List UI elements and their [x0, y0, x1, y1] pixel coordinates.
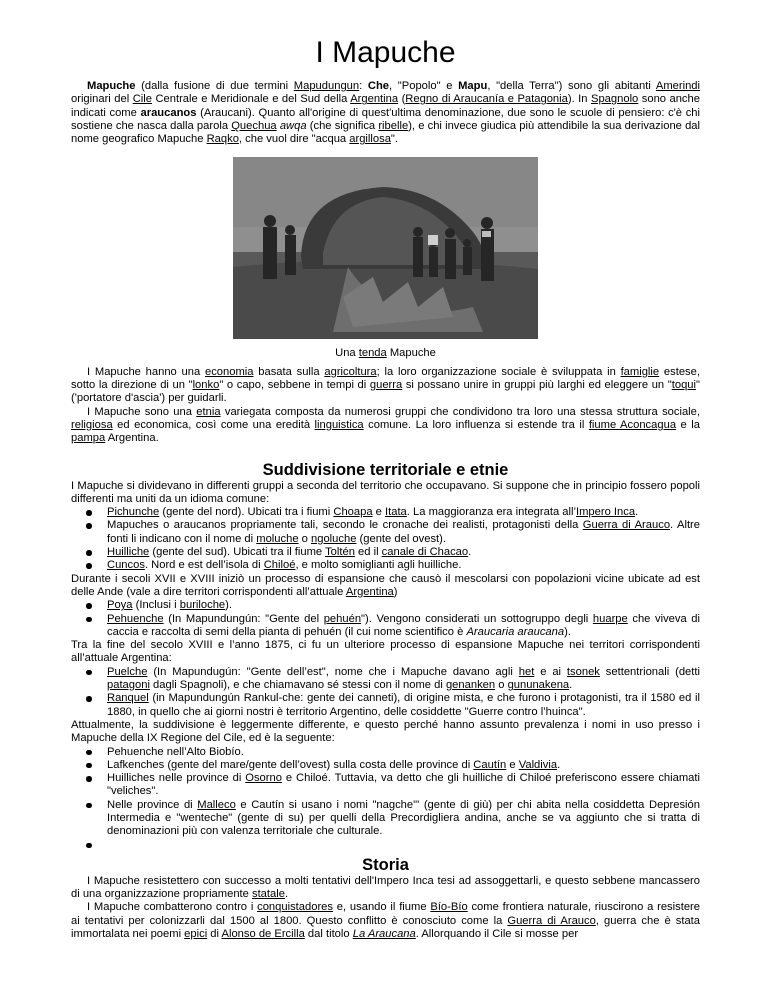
- intro-paragraph: Mapuche (dalla fusione di due termini Mapudungun: Che, "Popolo" e Mapu, "della Terra") sono gli abitanti Amerindi originari del Cile Centrale e Meridionale e del Sud della Argentina (Regno di Araucanía e Patagonia). In Spagnolo sono anche indicati come araucanos (Araucani). Quanto all'origine di quest'ultima denominazione, due sono le scuole di pensiero: c'è chi sostiene che nasca dalla parola Quechua awqa (che significa ribelle), e chi invece giudica più attendibile la sua derivazione dal nome geografico Mapuche Raqko, che vuol dire "acqua argillosa".: [71, 80, 701, 146]
- figure: [71, 157, 700, 359]
- link[interactable]: tenda: [358, 346, 387, 359]
- list-item: Poya (Inclusi i buriloche).: [71, 599, 700, 612]
- link[interactable]: Pichunche: [107, 506, 160, 519]
- link[interactable]: pampa: [71, 432, 106, 445]
- link[interactable]: Itata: [385, 506, 407, 519]
- list-item: Pichunche (gente del nord). Ubicati tra i fiumi Choapa e Itata. La maggioranza era integrata all’Impero Inca.: [71, 506, 700, 519]
- link[interactable]: Cautín: [473, 758, 507, 771]
- current-division-paragraph: Attualmente, la suddivisione è leggermente differente, e questo perché hanno assunto prevalenza i nomi in uso presso i Mapuche della IX Regione del Cile, ed è la seguente:: [71, 718, 700, 745]
- link[interactable]: patagoni: [107, 679, 150, 692]
- link[interactable]: Pehuenche: [107, 612, 164, 625]
- group-list-3: [71, 666, 700, 719]
- page-title: I Mapuche: [315, 36, 456, 69]
- expansion-paragraph: Durante i secoli XVII e XVIII iniziò un processo di espansione che causò il mescolarsi con popolazioni vicine ubicate ad est delle Ande (vale a dire territori corrispondenti all’attuale Argentina): [71, 572, 700, 598]
- list-item: Cuncos. Nord e est dell’isola di Chiloé, e molto somiglianti agli huilliche.: [71, 559, 700, 572]
- link[interactable]: conquistadores: [257, 901, 333, 914]
- link[interactable]: Huilliche: [107, 546, 150, 559]
- figure-caption: Una tenda Mapuche: [335, 346, 436, 359]
- link[interactable]: buriloche: [179, 599, 226, 612]
- link[interactable]: religiosa: [71, 418, 113, 431]
- link[interactable]: La Araucana: [352, 928, 416, 941]
- link[interactable]: etnia: [196, 405, 221, 418]
- link[interactable]: Raqko: [206, 133, 239, 146]
- link[interactable]: ribelle: [378, 119, 409, 132]
- link[interactable]: Argentina: [345, 585, 394, 598]
- list-item: Ranquel (in Mapundungún Rankul-che: gente dei canneti), di origine mista, e che furono i protagonisti, tra il 1580 ed il 1880, in quello che ai giorni nostri è territorio Argentino, delle cosiddette "Guerre contro l’huinca".: [71, 692, 700, 719]
- list-item: Pehuenche nell’Alto Biobío.: [71, 746, 700, 759]
- expansion-paragraph-2: Tra la fine del secolo XVIII e l’anno 1875, ci fu un ulteriore processo di espansione Mapuche nei territori corrispondenti all’attuale Argentina:: [71, 639, 700, 665]
- link[interactable]: Guerra di Arauco: [582, 519, 671, 532]
- link[interactable]: Spagnolo: [591, 93, 639, 106]
- group-list-4: [71, 746, 700, 852]
- group-list-1: [71, 506, 700, 572]
- economy-paragraph: I Mapuche hanno una economia basata sulla agricoltura; la loro organizzazione sociale è sviluppata in famiglie estese, sotto la direzione di un "lonko" o capo, sebbene in tempi di guerra si possano unire in gruppi più larghi ed eleggere un "toqui" ('portatore d'ascia') per guidarli.: [71, 365, 700, 405]
- link[interactable]: epici: [184, 928, 208, 941]
- list-item: Huilliche (gente del sud). Ubicati tra il fiume Toltén ed il canale di Chacao.: [71, 546, 700, 559]
- link[interactable]: famiglie: [620, 365, 660, 378]
- link[interactable]: Argentina: [350, 93, 399, 106]
- link[interactable]: moluche: [256, 532, 299, 545]
- link[interactable]: ngoluche: [311, 532, 357, 545]
- link[interactable]: Cile: [132, 93, 152, 106]
- link[interactable]: Puelche: [107, 665, 148, 678]
- link[interactable]: Poya: [107, 599, 133, 612]
- link[interactable]: linguistica: [314, 418, 364, 431]
- list-item: [71, 839, 700, 852]
- link[interactable]: huarpe: [592, 612, 628, 625]
- link[interactable]: Amerindi: [655, 80, 701, 92]
- link[interactable]: fiume Aconcagua: [588, 418, 677, 431]
- list-item: Huilliches nelle province di Osorno e Chiloé. Tuttavia, va detto che gli huilliche di Chiloé preferiscono essere chiamati "veliches".: [71, 772, 700, 799]
- link[interactable]: Malleco: [197, 798, 236, 811]
- history-paragraph-1: I Mapuche resistettero con successo a molti tentativi dell'Impero Inca tesi ad assoggettarli, e questo sebbene mancassero di una organizzazione propriamente statale.: [71, 874, 700, 901]
- link[interactable]: Regno di Araucanía e Patagonia: [405, 93, 568, 106]
- link[interactable]: genanken: [445, 679, 496, 692]
- ethnicity-paragraph: I Mapuche sono una etnia variegata composta da numerosi gruppi che condividono tra loro una stessa struttura sociale, religiosa ed economica, così come una eredità linguistica comune. La loro influenza si estende tra il fiume Aconcagua e la pampa Argentina.: [71, 405, 700, 445]
- list-item: Mapuches o araucanos propriamente tali, secondo le cronache dei realisti, protagonisti della Guerra di Arauco. Altre fonti li indicano con il nome di moluche o ngoluche (gente del ovest).: [71, 519, 700, 546]
- section-heading-history: Storia: [362, 855, 409, 874]
- link[interactable]: Choapa: [333, 506, 373, 519]
- group-list-2: [71, 599, 700, 639]
- link[interactable]: Quechua: [231, 119, 277, 132]
- link[interactable]: pehuén: [323, 612, 362, 625]
- link[interactable]: lonko: [192, 379, 220, 392]
- link[interactable]: argillosa: [349, 133, 391, 146]
- link[interactable]: Impero Inca: [575, 506, 636, 519]
- link[interactable]: Chiloé: [263, 559, 296, 572]
- link[interactable]: Cuncos: [107, 559, 145, 572]
- link[interactable]: Osorno: [245, 772, 282, 785]
- link[interactable]: agricoltura: [324, 365, 377, 378]
- tent-photo: [233, 157, 538, 339]
- link[interactable]: tsonek: [566, 665, 600, 678]
- link[interactable]: Alonso de Ercilla: [221, 928, 305, 941]
- territory-intro: I Mapuche si dividevano in differenti gruppi a seconda del territorio che occupavano. Si suppone che in principio fossero popoli differenti ma uniti da un idioma comune:: [71, 479, 700, 505]
- list-item: Nelle province di Malleco e Cautín si usano i nomi "nagche"' (gente di giù) per chi abita nella cosiddetta Depresión Intermedia e "wenteche" (gente di su) per quelli della Precordigliera andina, anche se va aggiunto che si tratta di denominazioni più con valenza territoriale che culturale.: [71, 799, 700, 839]
- link[interactable]: Ranquel: [107, 692, 149, 705]
- list-item: Puelche (In Mapundugún: "Gente dell’est", nome che i Mapuche davano agli het e ai tsonek settentrionali (detti patagoni dagli Spagnoli), e che chiamavano sé stessi con il nome di genanken o gununakena.: [71, 666, 700, 693]
- link[interactable]: economia: [204, 365, 254, 378]
- link[interactable]: Valdivia: [518, 758, 558, 771]
- history-paragraph-2: I Mapuche combatterono contro i conquistadores e, usando il fiume Bío-Bío come frontiera naturale, riuscirono a resistere ai tentativi per colonizzarli dal 1500 al 1800. Questo conflitto è conosciuto come la Guerra di Arauco, guerra che è stata immortalata nei poemi epici di Alonso de Ercilla dal titolo La Araucana. Allorquando il Cile si mosse per: [71, 901, 701, 941]
- link[interactable]: guerra: [369, 379, 403, 392]
- link[interactable]: statale: [251, 888, 285, 901]
- link[interactable]: canale di Chacao: [381, 546, 469, 559]
- link[interactable]: toqui: [671, 379, 696, 392]
- link[interactable]: het: [518, 665, 535, 678]
- link[interactable]: Bío-Bío: [430, 901, 468, 914]
- link[interactable]: Toltén: [325, 546, 355, 559]
- link[interactable]: gununakena: [507, 679, 570, 692]
- list-item: Lafkenches (gente del mare/gente dell’ovest) sulla costa delle province di Cautín e Valdivia.: [71, 759, 700, 772]
- link[interactable]: Mapudungun: [293, 80, 360, 92]
- section-heading-territory: Suddivisione territoriale e etnie: [262, 460, 509, 479]
- link[interactable]: Guerra di Arauco: [507, 914, 596, 927]
- list-item: Pehuenche (In Mapundungún: "Gente del pehuén"). Vengono considerati un sottogruppo degli huarpe che viveva di caccia e raccolta di semi della pianta di pehuén (il cui nome scientifico è Araucaria araucana).: [71, 613, 700, 640]
